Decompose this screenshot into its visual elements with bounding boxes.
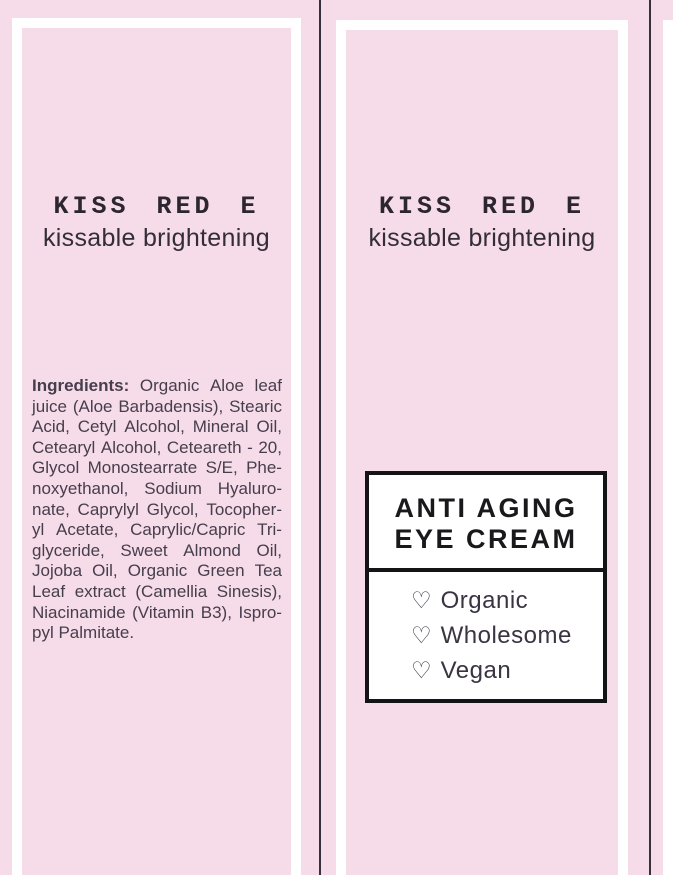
- ingredients-line: noxyethanol, Sodium Hyaluro-: [32, 478, 282, 498]
- ingredients-line: Leaf extract (Camellia Sinesis),: [32, 581, 282, 601]
- ingredients-line: yl Acetate, Caprylic/Capric Tri-: [32, 520, 282, 540]
- brand-title: KISS RED E: [53, 192, 260, 221]
- feature-row: [411, 622, 603, 650]
- product-name-line1: ANTI AGING: [394, 492, 578, 523]
- ingredients-line: Niacinamide (Vitamin B3), Ispro-: [32, 602, 282, 622]
- brand-subtitle: kissable brightening: [43, 224, 270, 252]
- ingredients-line: nate, Caprylyl Glycol, Tocopher-: [32, 499, 282, 519]
- ingredients-line: glyceride, Sweet Almond Oil,: [32, 540, 282, 560]
- right-panel-frame: [336, 20, 628, 879]
- ingredients-line: pyl Palmitate.: [32, 623, 135, 643]
- ingredients-line: Jojoba Oil, Organic Green Tea: [32, 561, 282, 581]
- brand-title: KISS RED E: [378, 192, 586, 221]
- feature-row: [411, 587, 603, 615]
- fold-line-left: [319, 0, 321, 875]
- heart-outline-icon: ♡: [411, 657, 432, 684]
- heart-outline-icon: ♡: [411, 622, 432, 649]
- product-info-box: [365, 471, 607, 703]
- left-panel-title-block: [22, 192, 291, 254]
- ingredients-line: juice (Aloe Barbadensis), Stearic: [32, 396, 282, 416]
- brand-subtitle: kissable brightening: [368, 224, 596, 252]
- bottom-white-band: [0, 875, 673, 879]
- feature-label: Vegan: [440, 657, 512, 684]
- feature-label: Organic: [440, 587, 529, 614]
- feature-list: [369, 572, 603, 685]
- product-name-line2: EYE CREAM: [394, 523, 578, 554]
- product-name: [369, 475, 603, 572]
- fold-line-right: [649, 0, 651, 875]
- ingredients-text: [32, 376, 282, 644]
- right-panel-title-block: [346, 192, 618, 254]
- ingredients-line: Cetearyl Alcohol, Ceteareth - 20,: [32, 437, 282, 457]
- feature-label: Wholesome: [440, 622, 572, 649]
- feature-row: [411, 657, 603, 685]
- ingredients-line: Acid, Cetyl Alcohol, Mineral Oil,: [32, 417, 282, 437]
- ingredients-line: Ingredients: Organic Aloe leaf: [32, 376, 282, 395]
- edge-panel-frame: [663, 20, 673, 879]
- ingredients-line: Glycol Monostearrate S/E, Phe-: [32, 458, 282, 478]
- heart-outline-icon: ♡: [411, 587, 432, 614]
